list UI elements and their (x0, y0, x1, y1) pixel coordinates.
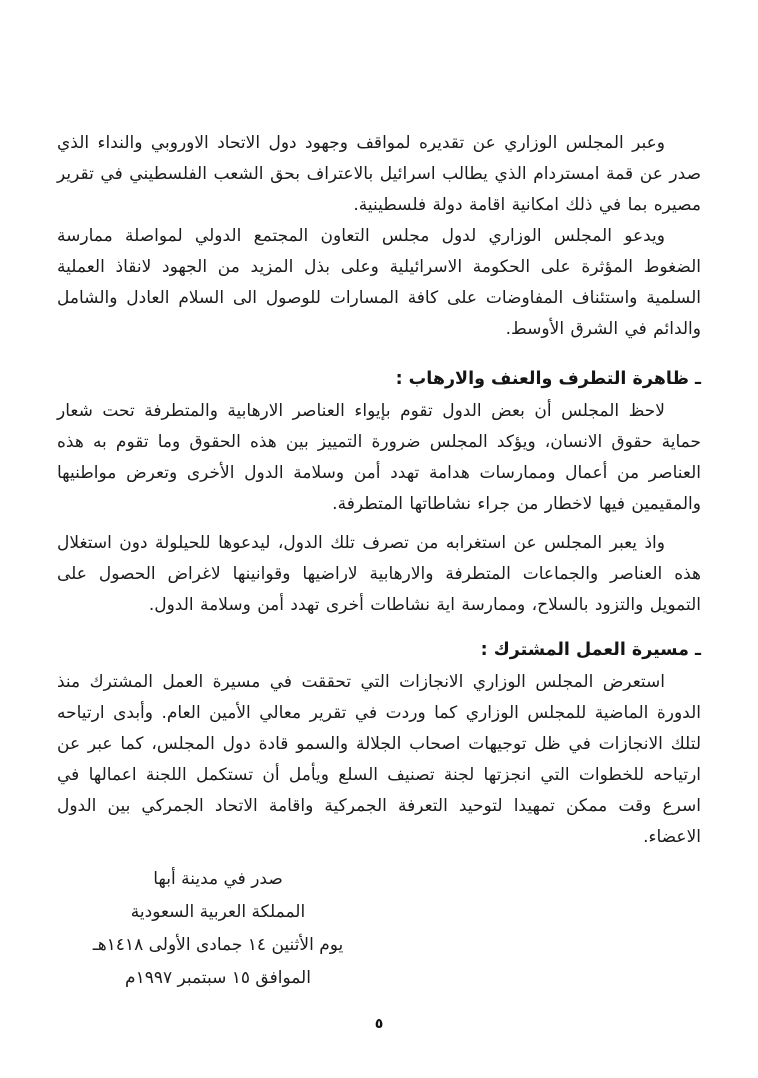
paragraph-joint-achievements: استعرض المجلس الوزاري الانجازات التي تحققت في مسيرة العمل المشترك منذ الدورة الماضية للمجلس الوزاري كما وردت في تقرير معالي الأمين العام. وأبدى ارتياحه لتلك الانجازات في ظل توجيهات اصحاب الجلالة والسمو قادة دول المجلس، كما عبر عن ارتياحه للخطوات التي انجزتها لجنة تصنيف السلع ويأمل أن تستكمل اللجنة اعمالها في اسرع وقت ممكن تمهيدا لتوحيد التعرفة الجمركية واقامة الاتحاد الجمركي بين الدول الاعضاء. (57, 672, 701, 847)
section-heading-extremism-violence-terrorism: ـ ظاهرة التطرف والعنف والارهاب : (395, 369, 701, 389)
paragraph-international-pressure: ويدعو المجلس الوزاري لدول مجلس التعاون المجتمع الدولي لمواصلة ممارسة الضغوط المؤثرة على الحكومة الاسرائيلية وعلى بذل المزيد من الجهود لانقاذ العملية السلمية واستئناف المفاوضات على كافة المسارات للوصول الى السلام العادل والشامل والدائم في الشرق الأوسط. (57, 226, 701, 339)
paragraph-eu-positions: وعبر المجلس الوزاري عن تقديره لمواقف وجهود دول الاتحاد الاوروبي والنداء الذي صدر عن قمة امستردام الذي يطالب اسرائيل بالاعتراف بحق الشعب الفلسطيني في تقرير مصيره بما في ذلك امكانية اقامة دولة فلسطينية. (57, 133, 701, 215)
paragraph-terror-elements: لاحظ المجلس أن بعض الدول تقوم بإيواء العناصر الارهابية والمتطرفة تحت شعار حماية حقوق الانسان، ويؤكد المجلس ضرورة التمييز بين هذه الحقوق وما تقوم به هذه العناصر من أعمال وممارسات هدامة تهدد أمن وسلامة الدول الأخرى وتعرض مواطنيها والمقيمين فيها لاخطار من جراء نشاطاتها المتطرفة. (57, 401, 701, 514)
section-heading-joint-action: ـ مسيرة العمل المشترك : (480, 640, 701, 660)
signature-hijri-date: يوم الأثنين ١٤ جمادى الأولى ١٤١٨هـ (92, 935, 344, 955)
signature-issued-place: صدر في مدينة أبها (153, 869, 283, 889)
signature-gregorian-date: الموافق ١٥ سبتمبر ١٩٩٧م (125, 968, 311, 988)
signature-block (67, 863, 369, 995)
page-number: ٥ (374, 1016, 384, 1032)
signature-country: المملكة العربية السعودية (130, 902, 306, 922)
document-body (57, 128, 701, 995)
paragraph-states-conduct: واذ يعبر المجلس عن استغرابه من تصرف تلك الدول، ليدعوها للحيلولة دون استغلال هذه العناصر والجماعات المتطرفة والارهابية لاراضيها وقوانينها لاغراض الحصول على التمويل والتزود بالسلاح، وممارسة اية نشاطات أخرى تهدد أمن وسلامة الدول. (57, 533, 701, 615)
